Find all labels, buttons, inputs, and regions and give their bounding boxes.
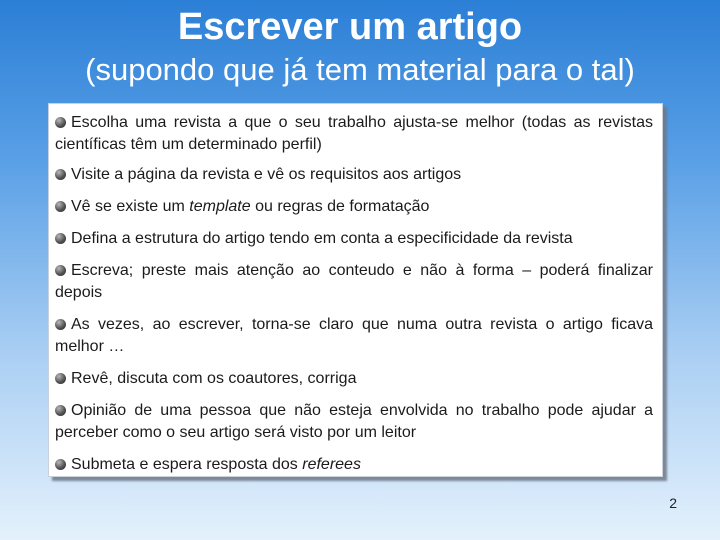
content-box [48,103,663,477]
item-text-italic: referees [302,456,361,473]
item-text: Visite a página da revista e vê os requisitos aos artigos [71,166,462,183]
list-item [55,260,653,304]
list-item [55,454,653,476]
list-item [55,112,653,156]
list-item [55,400,653,444]
item-text: Opinião de uma pessoa que não esteja envolvida no trabalho pode ajudar a perceber como o seu artigo será visto por um leitor [55,402,653,441]
item-text: Defina a estrutura do artigo tendo em conta a especificidade da revista [71,230,573,247]
bullet-icon [55,117,66,128]
list-item [55,368,653,390]
item-text-italic: template [189,198,251,215]
item-text: Submeta e espera resposta dos [71,456,303,473]
bullet-icon [55,373,66,384]
bullet-icon [55,459,66,470]
bullet-icon [55,319,66,330]
bullet-icon [55,265,66,276]
item-text: Revê, discuta com os coautores, corriga [71,370,357,387]
item-text: Vê se existe um [71,198,190,215]
list-item [55,164,653,186]
list-item [55,196,653,218]
item-text: As vezes, ao escrever, torna-se claro que numa outra revista o artigo ficava melhor … [55,316,653,355]
bullet-icon [55,201,66,212]
slide-title: Escrever um artigo [177,6,523,48]
item-text: Escreva; preste mais atenção ao conteudo e não à forma – poderá finalizar depois [55,262,653,301]
item-text: ou regras de formatação [250,198,430,215]
list-item [55,228,653,250]
slide-subtitle: (supondo que já tem material para o tal) [85,52,635,87]
bullet-icon [55,169,66,180]
item-text: Escolha uma revista a que o seu trabalho ajusta-se melhor (todas as revistas científicas têm um determinado perfil) [55,114,653,153]
list-item [55,314,653,358]
bullet-icon [55,233,66,244]
page-number: 2 [669,495,677,511]
bullet-icon [55,405,66,416]
